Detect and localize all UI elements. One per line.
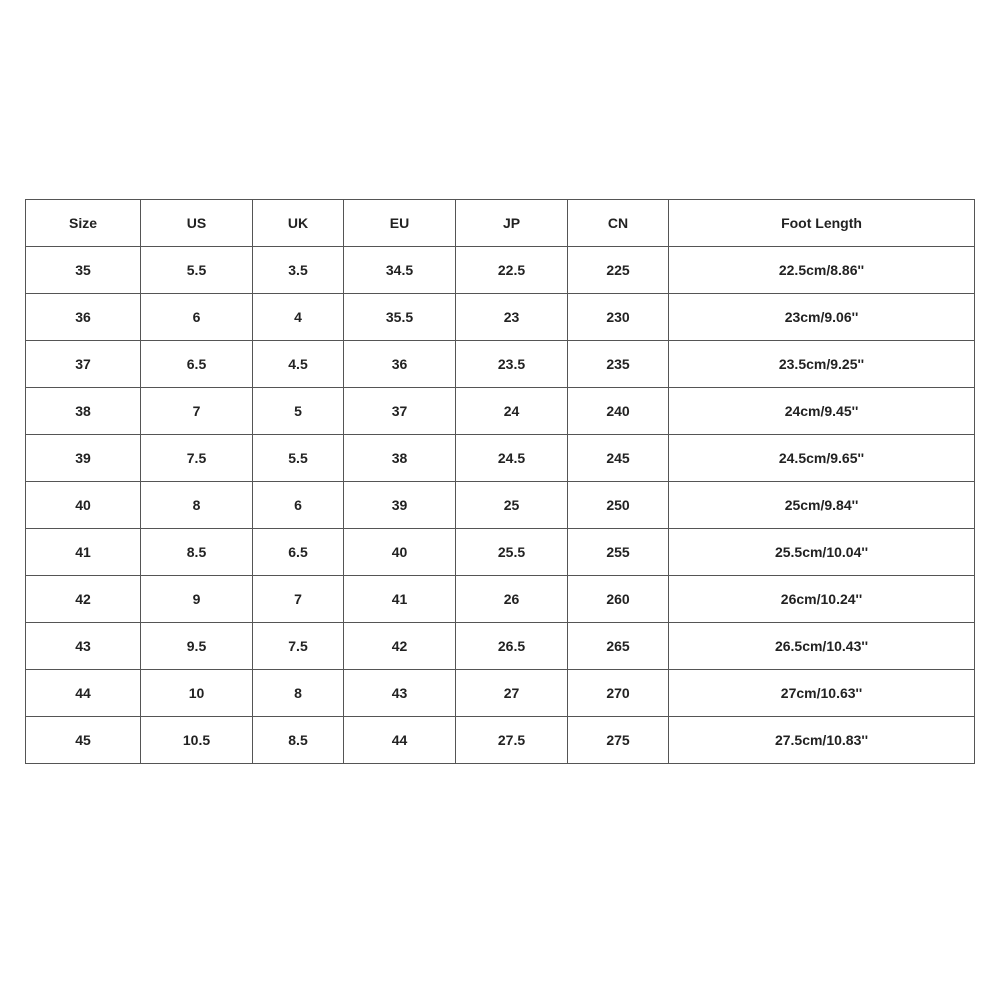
cell-us: 9 xyxy=(141,576,253,623)
cell-us: 8.5 xyxy=(141,529,253,576)
cell-uk: 4 xyxy=(253,294,344,341)
cell-foot-length: 24.5cm/9.65'' xyxy=(669,435,975,482)
table-row xyxy=(26,294,975,341)
cell-eu: 34.5 xyxy=(344,247,456,294)
cell-uk: 8 xyxy=(253,670,344,717)
table-row xyxy=(26,247,975,294)
cell-eu: 38 xyxy=(344,435,456,482)
cell-size: 43 xyxy=(26,623,141,670)
cell-jp: 27 xyxy=(456,670,568,717)
cell-uk: 7 xyxy=(253,576,344,623)
cell-uk: 3.5 xyxy=(253,247,344,294)
cell-foot-length: 25.5cm/10.04'' xyxy=(669,529,975,576)
cell-uk: 5.5 xyxy=(253,435,344,482)
table-row xyxy=(26,576,975,623)
table-row xyxy=(26,435,975,482)
cell-cn: 255 xyxy=(568,529,669,576)
cell-us: 6.5 xyxy=(141,341,253,388)
cell-jp: 26 xyxy=(456,576,568,623)
cell-foot-length: 27.5cm/10.83'' xyxy=(669,717,975,764)
column-header-uk: UK xyxy=(253,200,344,247)
cell-us: 5.5 xyxy=(141,247,253,294)
cell-us: 8 xyxy=(141,482,253,529)
cell-size: 38 xyxy=(26,388,141,435)
cell-size: 41 xyxy=(26,529,141,576)
cell-eu: 37 xyxy=(344,388,456,435)
cell-eu: 41 xyxy=(344,576,456,623)
table-row xyxy=(26,388,975,435)
header-row xyxy=(26,200,975,247)
cell-eu: 42 xyxy=(344,623,456,670)
table-row xyxy=(26,670,975,717)
cell-eu: 43 xyxy=(344,670,456,717)
table-row xyxy=(26,529,975,576)
cell-us: 7 xyxy=(141,388,253,435)
cell-jp: 25.5 xyxy=(456,529,568,576)
cell-cn: 270 xyxy=(568,670,669,717)
cell-cn: 230 xyxy=(568,294,669,341)
table-row xyxy=(26,717,975,764)
cell-jp: 22.5 xyxy=(456,247,568,294)
column-header-jp: JP xyxy=(456,200,568,247)
cell-foot-length: 27cm/10.63'' xyxy=(669,670,975,717)
cell-foot-length: 23.5cm/9.25'' xyxy=(669,341,975,388)
cell-uk: 7.5 xyxy=(253,623,344,670)
cell-size: 35 xyxy=(26,247,141,294)
cell-cn: 240 xyxy=(568,388,669,435)
table-row xyxy=(26,341,975,388)
cell-eu: 36 xyxy=(344,341,456,388)
cell-uk: 8.5 xyxy=(253,717,344,764)
cell-us: 10.5 xyxy=(141,717,253,764)
cell-cn: 250 xyxy=(568,482,669,529)
cell-size: 39 xyxy=(26,435,141,482)
table-row xyxy=(26,482,975,529)
cell-cn: 275 xyxy=(568,717,669,764)
cell-uk: 6 xyxy=(253,482,344,529)
cell-size: 45 xyxy=(26,717,141,764)
cell-size: 42 xyxy=(26,576,141,623)
cell-foot-length: 26.5cm/10.43'' xyxy=(669,623,975,670)
cell-cn: 260 xyxy=(568,576,669,623)
cell-jp: 23 xyxy=(456,294,568,341)
cell-us: 6 xyxy=(141,294,253,341)
cell-us: 9.5 xyxy=(141,623,253,670)
cell-eu: 40 xyxy=(344,529,456,576)
column-header-eu: EU xyxy=(344,200,456,247)
cell-size: 40 xyxy=(26,482,141,529)
cell-size: 36 xyxy=(26,294,141,341)
cell-foot-length: 24cm/9.45'' xyxy=(669,388,975,435)
cell-cn: 265 xyxy=(568,623,669,670)
cell-uk: 5 xyxy=(253,388,344,435)
cell-eu: 44 xyxy=(344,717,456,764)
cell-cn: 245 xyxy=(568,435,669,482)
cell-jp: 24 xyxy=(456,388,568,435)
cell-cn: 225 xyxy=(568,247,669,294)
table-body xyxy=(26,247,975,764)
cell-eu: 35.5 xyxy=(344,294,456,341)
size-chart-table xyxy=(25,199,975,764)
column-header-foot-length: Foot Length xyxy=(669,200,975,247)
column-header-cn: CN xyxy=(568,200,669,247)
cell-uk: 4.5 xyxy=(253,341,344,388)
cell-jp: 27.5 xyxy=(456,717,568,764)
cell-foot-length: 25cm/9.84'' xyxy=(669,482,975,529)
cell-size: 37 xyxy=(26,341,141,388)
cell-jp: 26.5 xyxy=(456,623,568,670)
cell-us: 7.5 xyxy=(141,435,253,482)
cell-uk: 6.5 xyxy=(253,529,344,576)
cell-foot-length: 26cm/10.24'' xyxy=(669,576,975,623)
cell-cn: 235 xyxy=(568,341,669,388)
column-header-us: US xyxy=(141,200,253,247)
cell-size: 44 xyxy=(26,670,141,717)
cell-foot-length: 23cm/9.06'' xyxy=(669,294,975,341)
cell-jp: 23.5 xyxy=(456,341,568,388)
cell-jp: 25 xyxy=(456,482,568,529)
table-row xyxy=(26,623,975,670)
cell-jp: 24.5 xyxy=(456,435,568,482)
column-header-size: Size xyxy=(26,200,141,247)
cell-foot-length: 22.5cm/8.86'' xyxy=(669,247,975,294)
cell-us: 10 xyxy=(141,670,253,717)
cell-eu: 39 xyxy=(344,482,456,529)
